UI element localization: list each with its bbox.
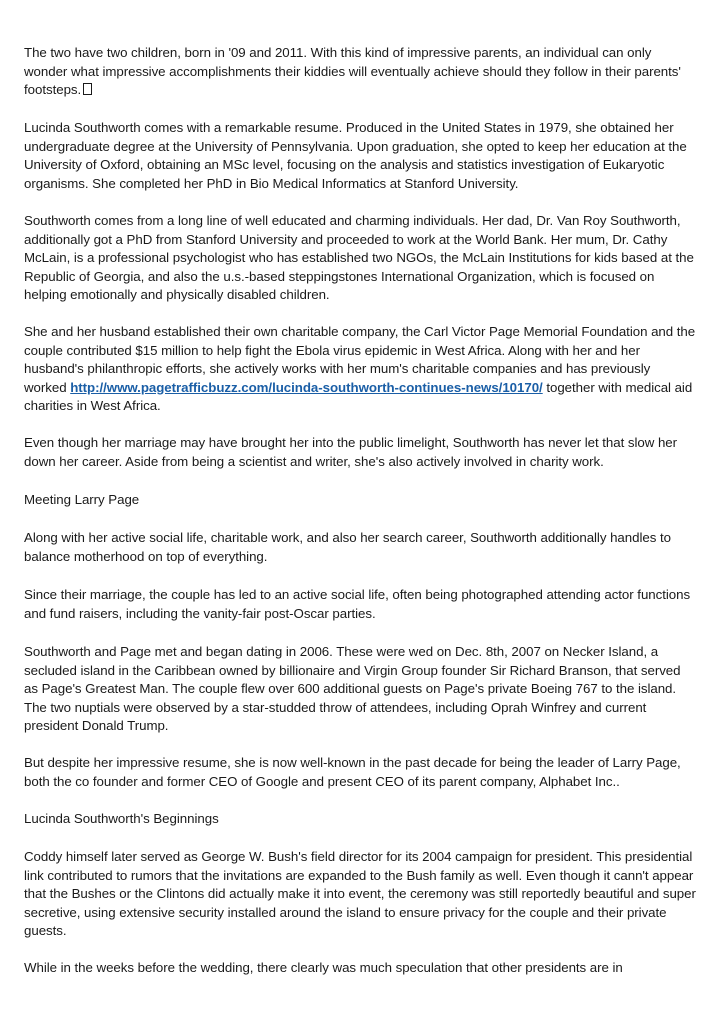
paragraph: Along with her active social life, charitable work, and also her search career, Southworth additionally handles to balance motherhood on top of everything.: [24, 530, 671, 564]
paragraph: Even though her marriage may have brought her into the public limelight, Southworth has never let that slow her down her career. Aside from being a scientist and writer, she's also actively involved in charity work.: [24, 435, 678, 469]
paragraph: Coddy himself later served as George W. Bush's field director for its 2004 campaign for president. This presidential link contributed to rumors that the invitations are expanded to the Bush family as well. Even though it cann't appear that the Bushes or the Clintons did actually make it into event, the ceremony was still reportedly beautiful and super secretive, using extensive security installed around the island to ensure privacy for the couple and their private guests.: [24, 849, 696, 938]
paragraph-text: The two have two children, born in '09 and 2011. With this kind of impressive parents, an individual can only wonder what impressive accomplishments their kiddies will eventually achieve should they follow in their parents' footsteps.: [24, 45, 681, 97]
paragraph: [24, 44, 696, 100]
paragraph: Since their marriage, the couple has led to an active social life, often being photographed attending actor functions and fund raisers, including the vanity-fair post-Oscar parties.: [24, 587, 691, 621]
paragraph-text: together with medical aid charities in West Africa.: [24, 379, 693, 413]
article-link[interactable]: http://www.pagetrafficbuzz.com/lucinda-southworth-continues-news/10170/: [70, 379, 543, 395]
paragraph-text: She and her husband established their own charitable company, the Carl Victor Page Memorial Foundation and the couple contributed $15 million to help fight the Ebola virus epidemic in West Africa. Along with her and her husband's philanthropic efforts, she actively works with her mum's charitable companies and has previously worked: [24, 324, 696, 395]
paragraph: While in the weeks before the wedding, there clearly was much speculation that other presidents are in: [24, 960, 623, 975]
paragraph: Lucinda Southworth comes with a remarkable resume. Produced in the United States in 1979, she obtained her undergraduate degree at the University of Pennsylvania. Upon graduation, she opted to keep her education at the University of Oxford, obtaining an MSc level, focusing on the analysis and statistics investigation of Eukaryotic organisms. She completed her PhD in Bio Medical Informatics at Stanford University.: [24, 120, 687, 191]
paragraph: Southworth comes from a long line of well educated and charming individuals. Her dad, Dr. Van Roy Southworth, additionally got a PhD from Stanford University and proceeded to work at the World Bank. Her mum, Dr. Cathy McLain, is a professional psychologist who has established two NGOs, the McLain Institutions for kids based at the Republic of Georgia, and also the u.s.-based steppingstones International Organization, which is focused on helping emotionally and physically disabled children.: [24, 213, 694, 302]
paragraph: [24, 323, 696, 416]
paragraph: But despite her impressive resume, she is now well-known in the past decade for being the leader of Larry Page, both the co founder and former CEO of Google and present CEO of its parent company, Alphabet Inc..: [24, 755, 681, 789]
paragraph: Southworth and Page met and began dating in 2006. These were wed on Dec. 8th, 2007 on Necker Island, a secluded island in the Caribbean owned by billionaire and Virgin Group founder Sir Richard Branson, that served as Page's Greatest Man. The couple flew over 600 additional guests on Page's private Boeing 767 to the island. The two nuptials were observed by a star-studded throw of attendees, including Oprah Winfrey and current president Donald Trump.: [24, 644, 681, 733]
missing-glyph-box-icon: [83, 83, 92, 95]
section-heading: Lucinda Southworth's Beginnings: [24, 811, 219, 826]
section-heading: Meeting Larry Page: [24, 492, 140, 507]
